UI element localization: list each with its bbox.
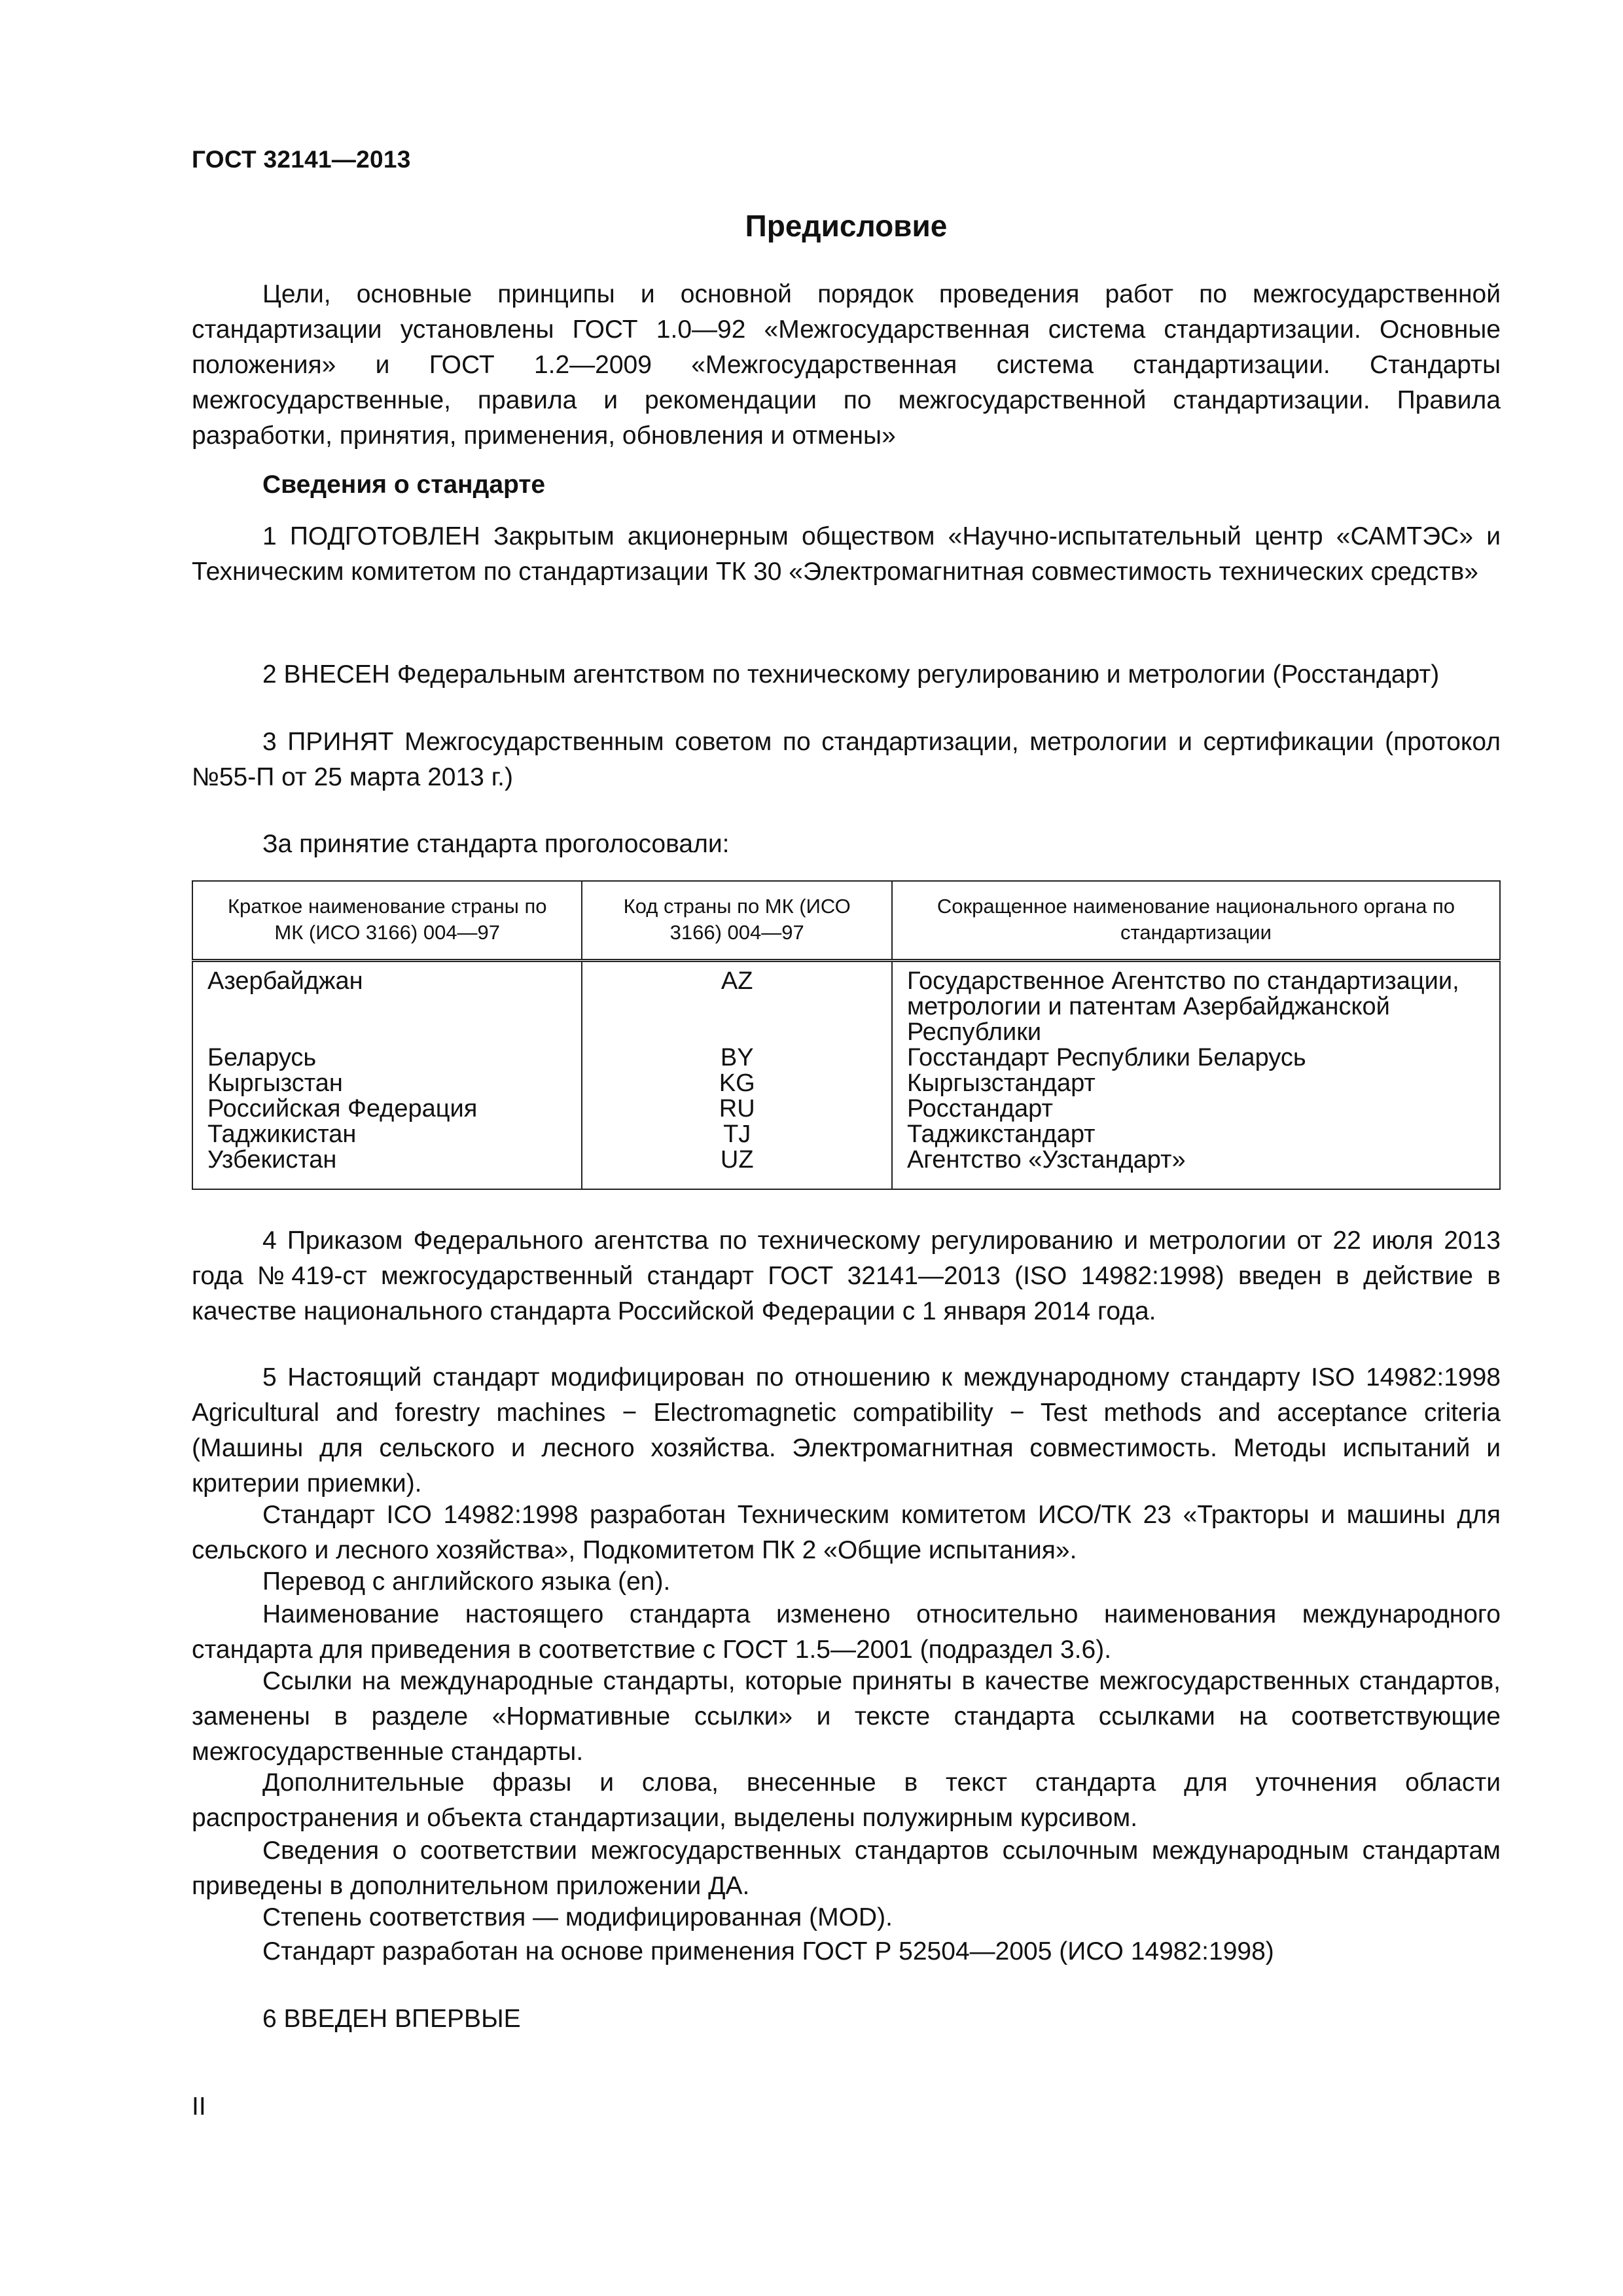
item-5-bold-italic-note: Дополнительные фразы и слова, внесенные в текст стандарта для уточнения области распространения и объекта стандартизации, выделены полужирным курсивом. — [192, 1768, 1501, 1832]
document-page — [192, 0, 1501, 2296]
page-number: II — [192, 2092, 206, 2121]
item-5-modified: 5 Настоящий стандарт модифицирован по отношению к международному стандарту ISO 14982:1998 Agricultural and forestry machines − Electromagnetic compatibility − Test methods and acceptance criteria (Машины для сельского и лесного хозяйства. Электромагнитная совместимость. Методы испытаний и критерии приемки). — [192, 1363, 1501, 1498]
item-6-introduced: 6 ВВЕДЕН ВПЕРВЫЕ — [262, 2005, 521, 2033]
cell-country: Беларусь — [192, 1045, 582, 1071]
item-5-references: Ссылки на международные стандарты, которые приняты в качестве межгосударственных стандартов, заменены в разделе «Нормативные ссылки» и тексте стандарта ссылками на соответствующие межгосударственные стандарты. — [192, 1667, 1501, 1766]
item-2-submitted: 2 ВНЕСЕН Федеральным агентством по техническому регулированию и метрологии (Росстандарт) — [262, 660, 1440, 689]
intro-paragraph: Цели, основные принципы и основной порядок проведения работ по межгосударственной стандартизации установлены ГОСТ 1.0—92 «Межгосударственная система стандартизации. Основные положения» и ГОСТ 1.2—2009 «Межгосударственная система стандартизации. Стандарты межгосударственные, правила и рекомендации по межгосударственной стандартизации. Правила разработки, принятия, применения, обновления и отмены» — [192, 280, 1501, 450]
standard-info-heading: Сведения о стандарте — [262, 471, 546, 499]
table-header-row — [192, 881, 1500, 961]
cell-code: TJ — [582, 1122, 891, 1147]
table-row — [192, 1122, 1500, 1147]
header-national-body: Сокращенное наименование национального органа по стандартизации — [892, 881, 1500, 961]
document-code: ГОСТ 32141—2013 — [192, 146, 411, 173]
item-5-iso-developer: Стандарт ICO 14982:1998 разработан Техническим комитетом ИСО/ТК 23 «Тракторы и машины для сельского и лесного хозяйства», Подкомитетом ПК 2 «Общие испытания». — [192, 1501, 1501, 1564]
cell-country: Азербайджан — [192, 961, 582, 1046]
table-row — [192, 1045, 1500, 1071]
cell-body: Агентство «Узстандарт» — [892, 1147, 1500, 1189]
item-5-translation: Перевод с английского языка (en). — [262, 1568, 671, 1596]
header-country-name: Краткое наименование страны по МК (ИСО 3166) 004—97 — [192, 881, 582, 961]
item-5-basis: Стандарт разработан на основе применения ГОСТ Р 52504—2005 (ИСО 14982:1998) — [262, 1937, 1274, 1965]
voting-table — [192, 880, 1501, 1190]
item-5-degree: Степень соответствия — модифицированная (MOD). — [262, 1903, 893, 1931]
cell-body: Таджикстандарт — [892, 1122, 1500, 1147]
item-3-adopted: 3 ПРИНЯТ Межгосударственным советом по стандартизации, метрологии и сертификации (протокол №55-П от 25 марта 2013 г.) — [192, 728, 1501, 791]
table-row — [192, 961, 1500, 1046]
cell-body: Росстандарт — [892, 1096, 1500, 1122]
cell-code: UZ — [582, 1147, 891, 1189]
table-row — [192, 1071, 1500, 1096]
table-row — [192, 1147, 1500, 1189]
cell-code: KG — [582, 1071, 891, 1096]
item-1-prepared: 1 ПОДГОТОВЛЕН Закрытым акционерным обществом «Научно-испытательный центр «САМТЭС» и Техническим комитетом по стандартизации ТК 30 «Электромагнитная совместимость технических средств» — [192, 522, 1501, 586]
item-4-order: 4 Приказом Федерального агентства по техническому регулированию и метрологии от 22 июля 2013 года №419-ст межгосударственный стандарт ГОСТ 32141—2013 (ISO 14982:1998) введен в действие в качестве национального стандарта Российской Федерации с 1 января 2014 года. — [192, 1227, 1501, 1325]
cell-body: Государственное Агентство по стандартизации, метрологии и патентам Азербайджанской Республики — [892, 961, 1500, 1046]
cell-country: Российская Федерация — [192, 1096, 582, 1122]
cell-body: Госстандарт Республики Беларусь — [892, 1045, 1500, 1071]
cell-country: Таджикистан — [192, 1122, 582, 1147]
table-row — [192, 1096, 1500, 1122]
page-title: Предисловие — [745, 209, 948, 243]
cell-code: RU — [582, 1096, 891, 1122]
cell-body: Кыргызстандарт — [892, 1071, 1500, 1096]
cell-code: AZ — [582, 961, 891, 1046]
item-5-title-change: Наименование настоящего стандарта изменено относительно наименования международного стандарта для приведения в соответствие с ГОСТ 1.5—2001 (подраздел 3.6). — [192, 1600, 1501, 1664]
header-country-code: Код страны по МК (ИСО 3166) 004—97 — [582, 881, 891, 961]
vote-intro: За принятие стандарта проголосовали: — [262, 830, 730, 858]
cell-code: BY — [582, 1045, 891, 1071]
cell-country: Кыргызстан — [192, 1071, 582, 1096]
item-5-appendix-note: Сведения о соответствии межгосударственных стандартов ссылочным международным стандартам приведены в дополнительном приложении ДА. — [192, 1837, 1501, 1900]
cell-country: Узбекистан — [192, 1147, 582, 1189]
